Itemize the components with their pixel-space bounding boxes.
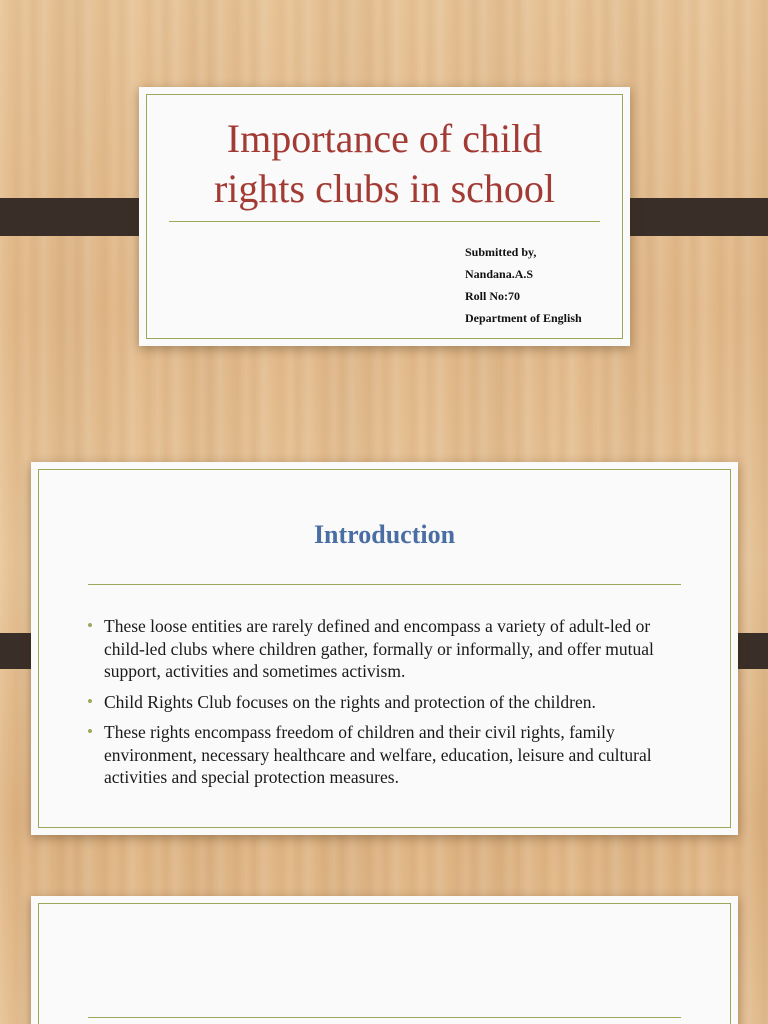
bullet-list [87,615,687,797]
next-slide[interactable] [31,896,738,1024]
title-line: Importance of child [226,116,543,161]
list-item [87,721,687,789]
right-strap-1 [613,198,768,236]
slide-heading: Introduction [313,520,456,549]
bullet-dot-icon: • [87,616,93,635]
submitted-by-block [465,241,582,329]
left-strap-1 [0,198,155,236]
list-item [87,615,687,683]
bullet-text: These loose entities are rarely defined and encompass a variety of adult-led or child-led clubs where children gather, formally or informally, and offer mutual support, activities and sometimes activism. [104,616,654,681]
heading-divider [88,1017,681,1018]
bullet-text: These rights encompass freedom of children and their civil rights, family environment, necessary healthcare and welfare, education, leisure and cultural activities and special protection measures. [104,722,652,787]
bullet-text: Child Rights Club focuses on the rights and protection of the children. [104,691,596,712]
roll-number: Roll No:70 [465,289,520,303]
slide-border [38,903,731,1024]
slide-title [139,114,630,214]
list-item [87,691,687,714]
bullet-dot-icon: • [87,691,93,711]
heading-divider [88,584,681,585]
bullet-dot-icon: • [87,722,93,741]
title-divider [169,221,600,222]
submitted-by-label: Submitted by, [465,245,537,259]
introduction-slide[interactable] [31,462,738,835]
department: Department of English [465,311,582,325]
author-name: Nandana.A.S [465,267,534,281]
title-line: rights clubs in school [213,166,556,211]
title-slide[interactable] [139,87,630,346]
